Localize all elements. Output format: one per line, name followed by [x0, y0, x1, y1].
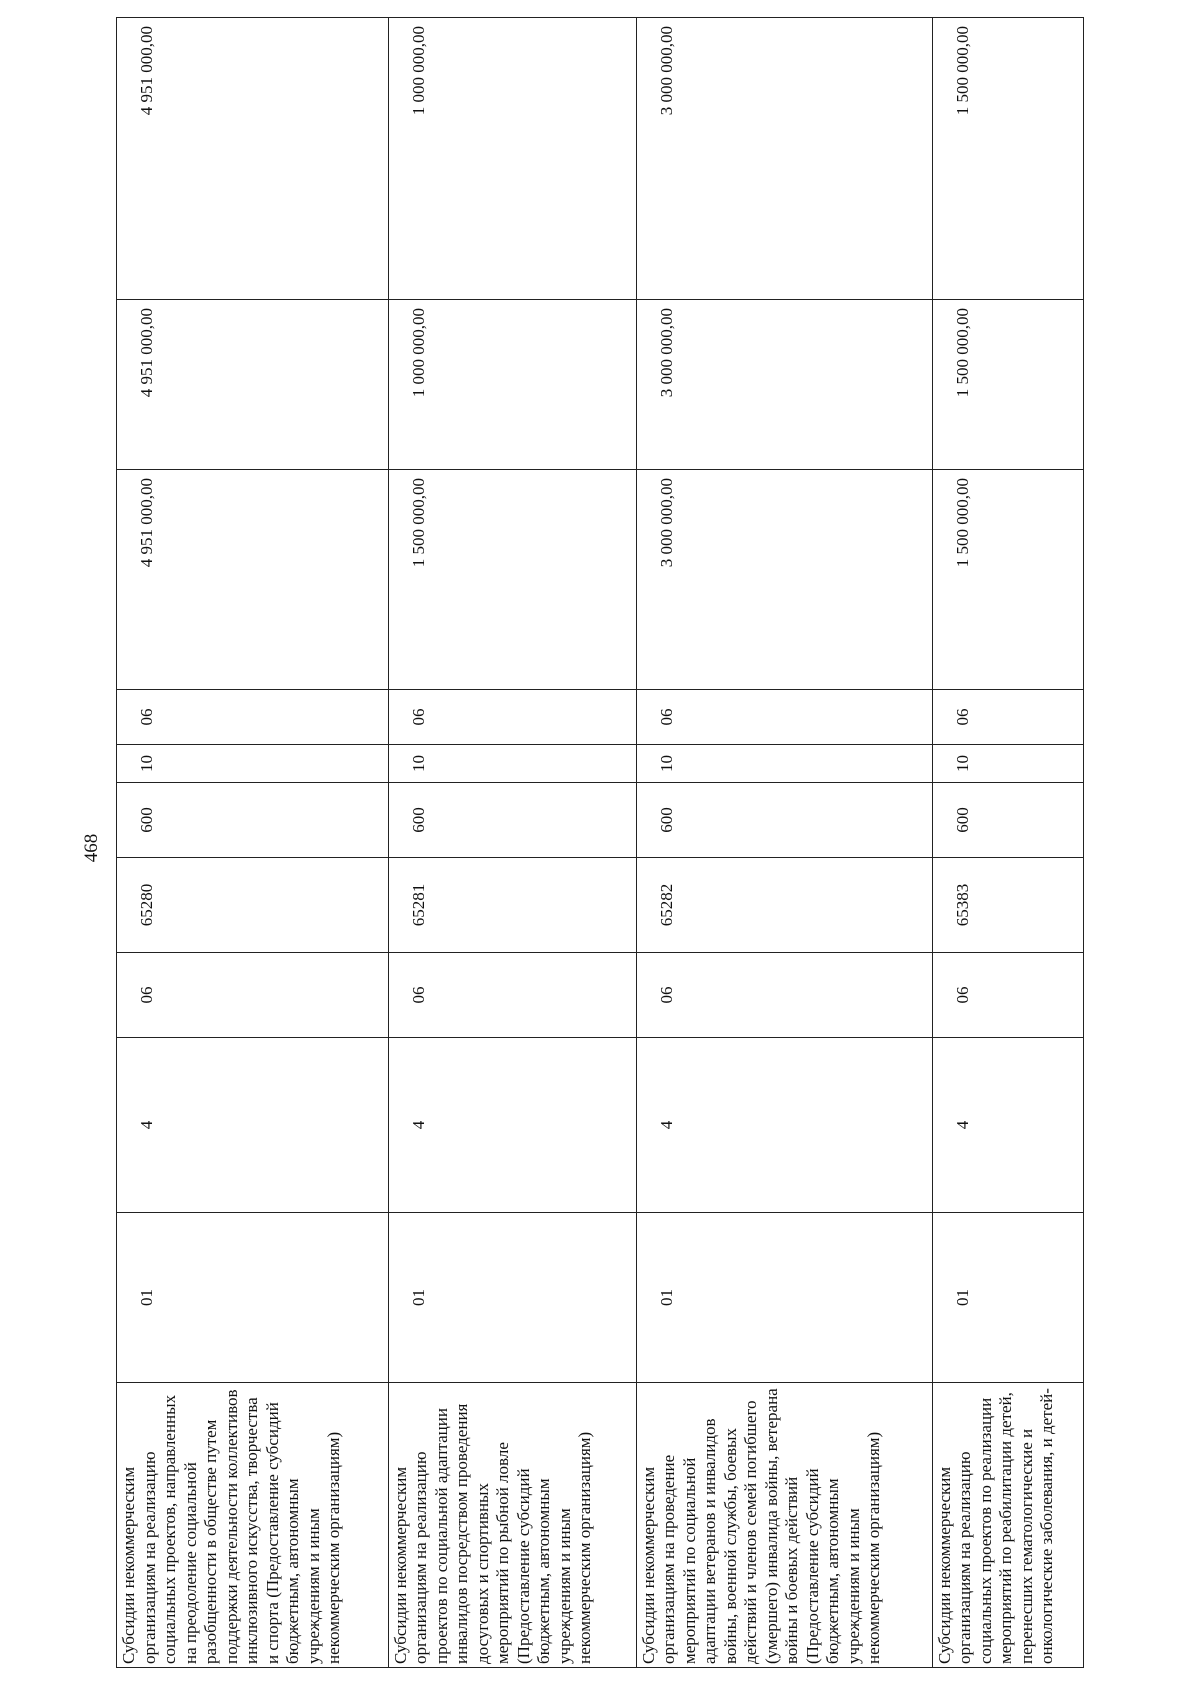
table-row [117, 18, 389, 1668]
amount-year-3: 1 000 000,00 [388, 18, 636, 300]
amount-year-1: 3 000 000,00 [636, 470, 932, 690]
amount-year-2: 4 951 000,00 [117, 300, 389, 470]
budget-table [116, 17, 1084, 1668]
section-code: 10 [636, 745, 932, 783]
expense-type-code: 600 [932, 783, 1083, 858]
amount-year-1: 1 500 000,00 [932, 470, 1083, 690]
direction-code: 65280 [117, 858, 389, 953]
table-row [932, 18, 1083, 1668]
direction-code: 65282 [636, 858, 932, 953]
row-description: Субсидии некоммерческим организациям на реализацию социальных проектов, направленных на преодоление социальной разобщенности в обществе путем поддержки деятельности коллективов инклюзивного искусства, творчества и спорта (Предоставление субсидий бюджетным, автономным учреждениям и иным некоммерческим организациям) [117, 1383, 389, 1668]
amount-year-2: 3 000 000,00 [636, 300, 932, 470]
budget-table-container [116, 18, 1084, 1668]
page-number: 468 [81, 833, 102, 863]
row-description: Субсидии некоммерческим организациям на проведение мероприятий по социальной адаптации ветеранов и инвалидов войны, военной службы, боевых действий и членов семей погибшего (умершего) инвалида войны, ветерана войны и боевых действий (Предоставление субсидий бюджетным, автономным учреждениям и иным некоммерческим организациям) [636, 1383, 932, 1668]
amount-year-3: 1 500 000,00 [932, 18, 1083, 300]
program-code: 01 [636, 1213, 932, 1383]
section-code: 10 [388, 745, 636, 783]
subsection-code: 06 [117, 690, 389, 745]
event-code: 06 [388, 953, 636, 1038]
subprogram-code: 4 [388, 1038, 636, 1213]
event-code: 06 [636, 953, 932, 1038]
subsection-code: 06 [636, 690, 932, 745]
program-code: 01 [117, 1213, 389, 1383]
program-code: 01 [932, 1213, 1083, 1383]
event-code: 06 [932, 953, 1083, 1038]
direction-code: 65281 [388, 858, 636, 953]
expense-type-code: 600 [117, 783, 389, 858]
amount-year-1: 4 951 000,00 [117, 470, 389, 690]
amount-year-2: 1 000 000,00 [388, 300, 636, 470]
subprogram-code: 4 [117, 1038, 389, 1213]
section-code: 10 [932, 745, 1083, 783]
amount-year-2: 1 500 000,00 [932, 300, 1083, 470]
amount-year-1: 1 500 000,00 [388, 470, 636, 690]
row-description: Субсидии некоммерческим организациям на реализацию социальных проектов по реализации мероприятий по реабилитации детей, перенесших гематологические и онкологические заболевания, и детей- [932, 1383, 1083, 1668]
amount-year-3: 3 000 000,00 [636, 18, 932, 300]
program-code: 01 [388, 1213, 636, 1383]
row-description: Субсидии некоммерческим организациям на реализацию проектов по социальной адаптации инвалидов посредством проведения досуговых и спортивных мероприятий по рыбной ловле (Предоставление субсидий бюджетным, автономным учреждениям и иным некоммерческим организациям) [388, 1383, 636, 1668]
section-code: 10 [117, 745, 389, 783]
expense-type-code: 600 [388, 783, 636, 858]
table-row [636, 18, 932, 1668]
event-code: 06 [117, 953, 389, 1038]
direction-code: 65383 [932, 858, 1083, 953]
subsection-code: 06 [388, 690, 636, 745]
amount-year-3: 4 951 000,00 [117, 18, 389, 300]
expense-type-code: 600 [636, 783, 932, 858]
subprogram-code: 4 [932, 1038, 1083, 1213]
subsection-code: 06 [932, 690, 1083, 745]
subprogram-code: 4 [636, 1038, 932, 1213]
table-row [388, 18, 636, 1668]
